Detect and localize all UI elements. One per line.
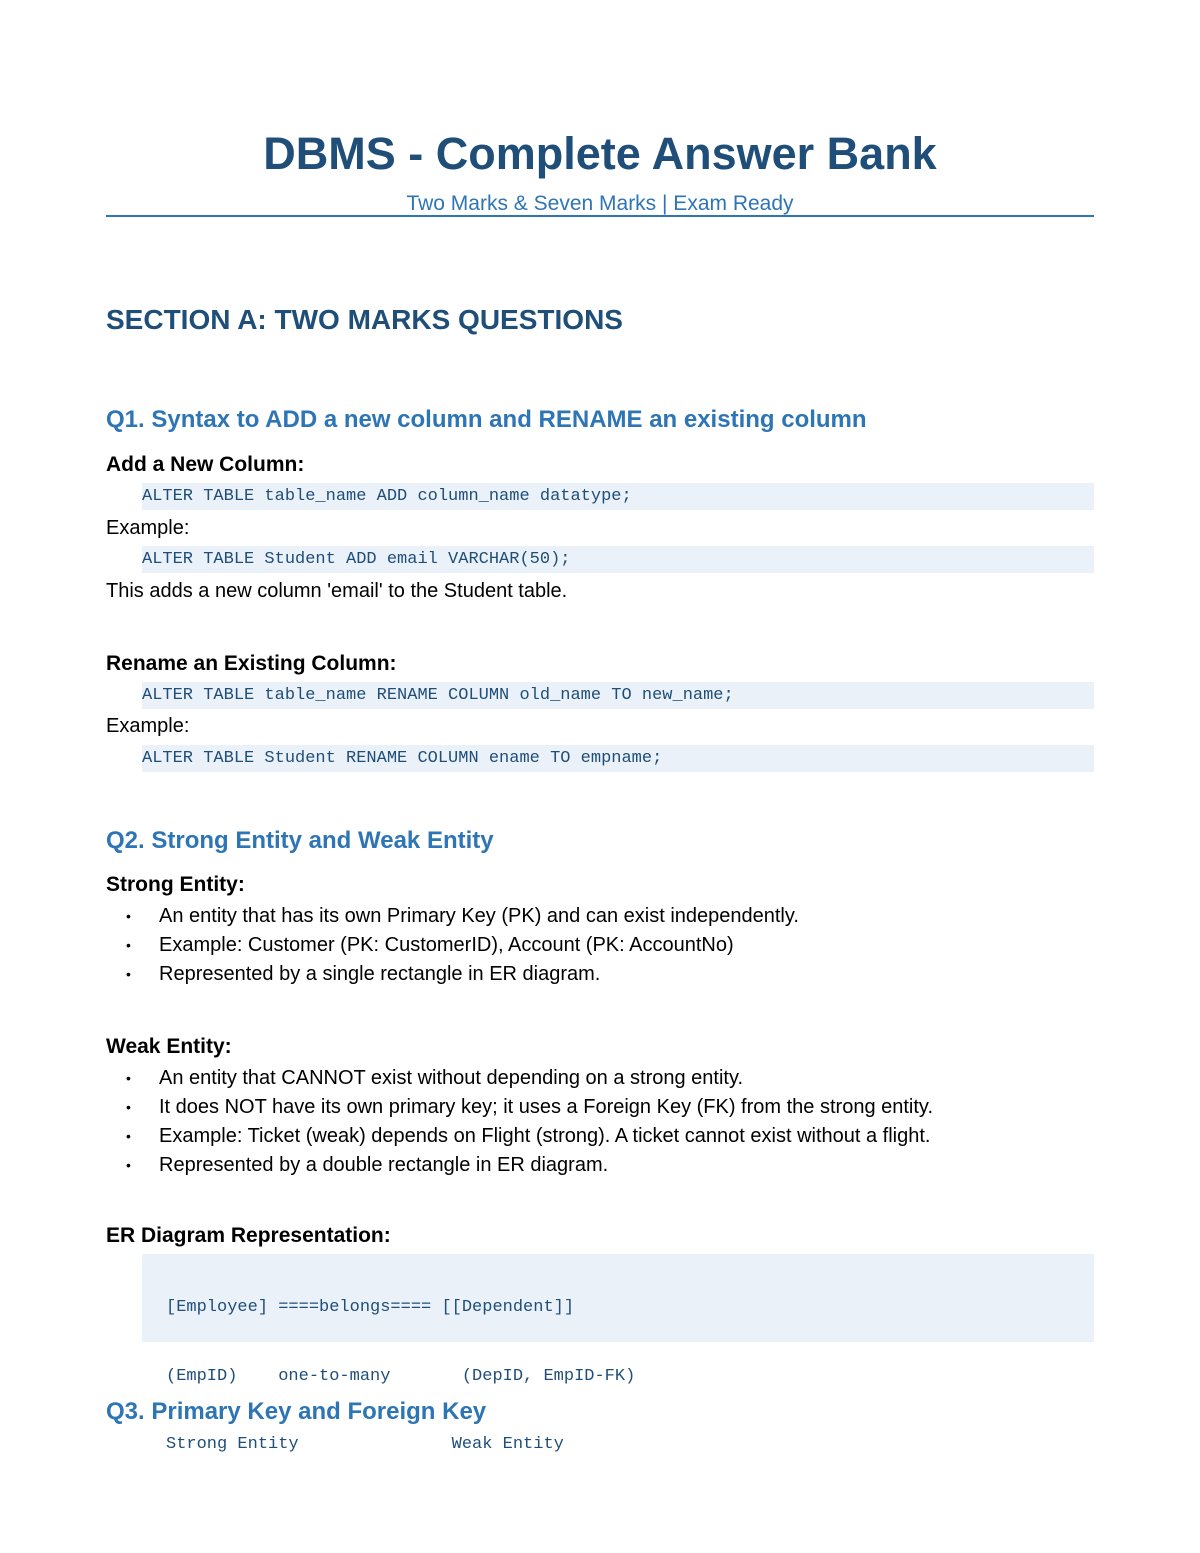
list-item: • Represented by a single rectangle in ER diagram. xyxy=(106,960,1094,989)
bullet-icon: • xyxy=(126,937,131,953)
add-column-syntax-code: ALTER TABLE table_name ADD column_name datatype; xyxy=(142,483,1094,510)
list-item: • It does NOT have its own primary key; it uses a Foreign Key (FK) from the strong entity. xyxy=(106,1093,1094,1122)
list-item: • Represented by a double rectangle in ER diagram. xyxy=(106,1151,1094,1180)
rename-column-syntax-code: ALTER TABLE table_name RENAME COLUMN old_name TO new_name; xyxy=(142,682,1094,709)
er-diagram-heading: ER Diagram Representation: xyxy=(106,1224,391,1247)
er-diagram-line: (EmpID) one-to-many (DepID, EmpID-FK) xyxy=(166,1366,636,1386)
weak-entity-list xyxy=(106,1064,1094,1180)
rename-column-example-code: ALTER TABLE Student RENAME COLUMN ename TO empname; xyxy=(142,745,1094,772)
document-title: DBMS - Complete Answer Bank xyxy=(263,128,937,179)
bullet-icon: • xyxy=(126,966,131,982)
bullet-icon: • xyxy=(126,1099,131,1115)
er-diagram-line: [Employee] ====belongs==== [[Dependent]] xyxy=(166,1298,575,1317)
document-subtitle: Two Marks & Seven Marks | Exam Ready xyxy=(406,192,794,215)
add-column-heading: Add a New Column: xyxy=(106,453,305,476)
er-diagram-line: Strong Entity Weak Entity xyxy=(166,1435,564,1454)
strong-entity-heading: Strong Entity: xyxy=(106,873,245,896)
strong-entity-list xyxy=(106,902,1094,989)
list-item: • An entity that has its own Primary Key (PK) and can exist independently. xyxy=(106,902,1094,931)
add-column-example-label: Example: xyxy=(106,517,190,539)
bullet-icon: • xyxy=(126,908,131,924)
list-item: • An entity that CANNOT exist without depending on a strong entity. xyxy=(106,1064,1094,1093)
list-item: • Example: Customer (PK: CustomerID), Account (PK: AccountNo) xyxy=(106,931,1094,960)
q3-heading: Q3. Primary Key and Foreign Key xyxy=(106,1398,487,1425)
bullet-icon: • xyxy=(126,1157,131,1173)
section-a-heading: SECTION A: TWO MARKS QUESTIONS xyxy=(106,304,623,335)
add-column-note: This adds a new column 'email' to the Student table. xyxy=(106,580,568,602)
title-divider xyxy=(106,215,1094,217)
weak-entity-heading: Weak Entity: xyxy=(106,1035,232,1058)
add-column-example-code: ALTER TABLE Student ADD email VARCHAR(50); xyxy=(142,546,1094,573)
q2-heading: Q2. Strong Entity and Weak Entity xyxy=(106,827,494,854)
q1-heading: Q1. Syntax to ADD a new column and RENAME an existing column xyxy=(106,406,867,433)
bullet-icon: • xyxy=(126,1128,131,1144)
rename-column-example-label: Example: xyxy=(106,715,190,737)
bullet-icon: • xyxy=(126,1070,131,1086)
list-item: • Example: Ticket (weak) depends on Flight (strong). A ticket cannot exist without a flight. xyxy=(106,1122,1094,1151)
rename-column-heading: Rename an Existing Column: xyxy=(106,652,397,675)
